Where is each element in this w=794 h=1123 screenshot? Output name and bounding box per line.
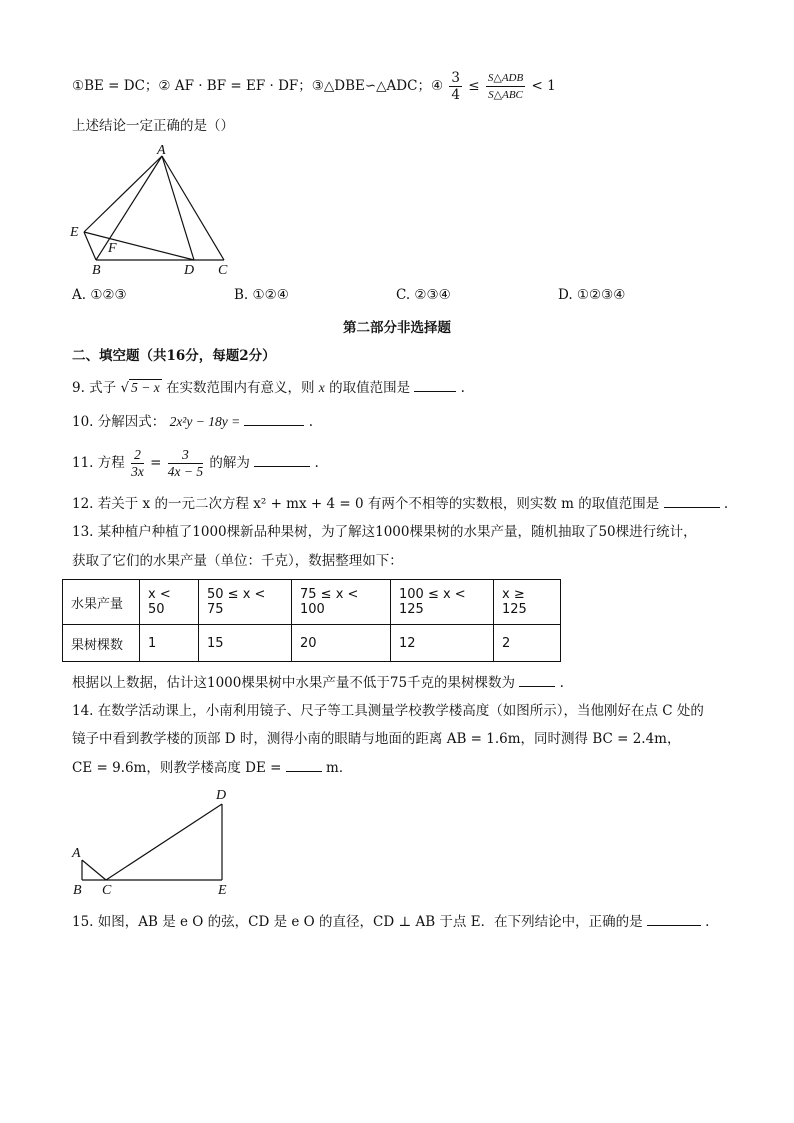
q8-label-c: C bbox=[218, 263, 228, 278]
table-cell: x < 50 bbox=[140, 580, 199, 625]
q12 bbox=[72, 494, 728, 514]
q8-option-a[interactable]: A. ①②③ bbox=[72, 287, 127, 303]
q14-label-e: E bbox=[218, 883, 227, 898]
q8-label-f: F bbox=[108, 241, 117, 256]
q14-label-a: A bbox=[72, 846, 81, 861]
table-cell: 2 bbox=[494, 625, 561, 662]
q8-conclusions bbox=[72, 70, 556, 103]
q14-label-b: B bbox=[73, 883, 82, 898]
q8-frac-num: 3 bbox=[451, 70, 460, 86]
q11-lnum: 2 bbox=[131, 447, 144, 464]
section-title: 第二部分非选择题 bbox=[343, 320, 451, 336]
q8-prompt: 上述结论一定正确的是（） bbox=[72, 118, 234, 134]
q14-label-d: D bbox=[216, 788, 227, 803]
q9-answer-blank[interactable] bbox=[414, 379, 456, 392]
q11-rnum: 3 bbox=[168, 447, 203, 464]
q10 bbox=[72, 412, 313, 432]
q11-eq: = bbox=[150, 455, 162, 471]
q8-option-d[interactable]: D. ①②③④ bbox=[558, 287, 626, 303]
q11-rden: 4x − 5 bbox=[167, 464, 204, 479]
table-row bbox=[63, 625, 561, 662]
q13-end: . bbox=[559, 675, 564, 691]
q8-le: ≤ bbox=[468, 78, 480, 94]
q8-conclusions-text: ①BE = DC；② AF · BF = EF · DF；③△DBE∽△ADC；④ bbox=[72, 78, 444, 94]
q14-line2: 镜子中看到教学楼的顶部 D 时，测得小南的眼睛与地面的距离 AB = 1.6m，同时测得 BC = 2.4m， bbox=[72, 731, 681, 747]
q15-end: . bbox=[705, 914, 710, 930]
q11-post: 的解为 bbox=[209, 455, 250, 471]
q11-lden: 3x bbox=[131, 464, 144, 479]
q12-text: 12. 若关于 x 的一元二次方程 x² + mx + 4 = 0 有两个不相等的实数根，则实数 m 的取值范围是 bbox=[72, 496, 660, 512]
table-cell: 1 bbox=[140, 625, 199, 662]
q14-building-figure bbox=[66, 782, 246, 898]
q13-data-table bbox=[62, 579, 561, 662]
q8-lt: < 1 bbox=[531, 78, 556, 94]
q14-answer-blank[interactable] bbox=[286, 759, 322, 772]
q8-option-c[interactable]: C. ②③④ bbox=[396, 287, 451, 303]
q14-unit: m． bbox=[326, 760, 353, 776]
q14-line1: 14. 在数学活动课上，小南利用镜子、尺子等工具测量学校教学楼高度（如图所示），当他刚好在点 C 处的 bbox=[72, 703, 704, 719]
q12-end: . bbox=[723, 496, 729, 512]
q12-answer-blank[interactable] bbox=[664, 495, 720, 508]
q8-frac-den: 4 bbox=[451, 87, 460, 103]
q8-ratio-den: S△ABC bbox=[488, 89, 523, 101]
table-cell: 12 bbox=[391, 625, 494, 662]
q10-expr: 2x²y − 18y = bbox=[169, 414, 241, 429]
q8-label-d: D bbox=[184, 263, 195, 278]
table-cell: 15 bbox=[199, 625, 292, 662]
q14-line3-text: CE = 9.6m，则教学楼高度 DE = bbox=[72, 760, 282, 776]
table-cell: 100 ≤ x < 125 bbox=[391, 580, 494, 625]
table-row bbox=[63, 580, 561, 625]
q11-pre: 11. 方程 bbox=[72, 455, 125, 471]
q8-label-a: A bbox=[157, 143, 166, 158]
q13-line1: 13. 某种植户种植了1000棵新品种果树，为了解这1000棵果树的水果产量，随机抽取了50棵进行统计， bbox=[72, 524, 697, 540]
table-cell: 20 bbox=[292, 625, 391, 662]
q11-right-fraction bbox=[168, 447, 203, 480]
q8-ratio bbox=[486, 70, 525, 103]
q8-triangle-figure bbox=[66, 140, 246, 280]
q8-label-b: B bbox=[92, 263, 101, 278]
q11 bbox=[72, 446, 319, 480]
q8-option-b[interactable]: B. ①②④ bbox=[234, 287, 289, 303]
q9-mid: 在实数范围内有意义，则 bbox=[165, 380, 315, 396]
q8-ratio-num: S△ADB bbox=[486, 70, 525, 87]
q9-radicand: 5 − x bbox=[131, 380, 160, 395]
q9-var: x bbox=[318, 380, 325, 395]
q11-answer-blank[interactable] bbox=[254, 454, 310, 467]
q13-answer-blank[interactable] bbox=[519, 674, 555, 687]
table-cell: 50 ≤ x < 75 bbox=[199, 580, 292, 625]
q13-line3 bbox=[72, 673, 564, 693]
q9-end: . bbox=[460, 380, 465, 396]
table-cell: 水果产量 bbox=[63, 580, 140, 625]
q8-label-e: E bbox=[70, 225, 79, 240]
q13-line3-text: 根据以上数据，估计这1000棵果树中水果产量不低于75千克的果树棵数为 bbox=[72, 675, 516, 691]
q10-end: . bbox=[308, 414, 314, 430]
q9-sqrt: √ 5 − x bbox=[120, 380, 160, 396]
q15 bbox=[72, 912, 709, 932]
q15-answer-blank[interactable] bbox=[647, 913, 701, 926]
part2-heading: 二、填空题（共16分，每题2分） bbox=[72, 348, 276, 364]
table-cell: 果树棵数 bbox=[63, 625, 140, 662]
table-cell: x ≥ 125 bbox=[494, 580, 561, 625]
table-cell: 75 ≤ x < 100 bbox=[292, 580, 391, 625]
q13-line2: 获取了它们的水果产量（单位：千克），数据整理如下： bbox=[72, 553, 403, 569]
q11-left-fraction bbox=[131, 447, 144, 480]
q10-pre: 10. 分解因式： bbox=[72, 414, 166, 430]
q10-answer-blank[interactable] bbox=[244, 413, 304, 426]
q14-label-c: C bbox=[102, 883, 112, 898]
q9 bbox=[72, 378, 465, 398]
q14-line3 bbox=[72, 758, 352, 778]
q11-end: . bbox=[314, 455, 319, 471]
q9-post: 的取值范围是 bbox=[329, 380, 411, 396]
q9-pre: 9. 式子 bbox=[72, 380, 117, 396]
q15-text: 15. 如图，AB 是 e O 的弦，CD 是 e O 的直径，CD ⊥ AB 于点 E．在下列结论中，正确的是 bbox=[72, 914, 643, 930]
q8-fraction bbox=[449, 70, 462, 103]
